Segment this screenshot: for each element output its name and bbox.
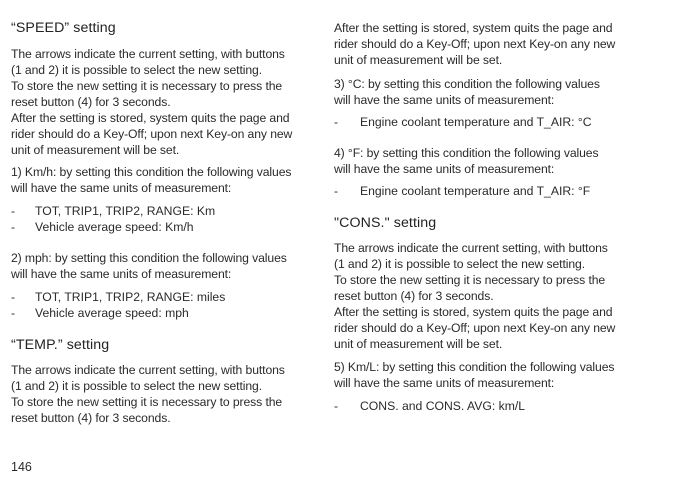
bullet-dash: -	[11, 204, 16, 218]
paragraph-line: rider should do a Key-Off; upon next Key-on any new	[11, 127, 293, 141]
speed-setting-heading: “SPEED” setting	[11, 20, 116, 36]
bullet-dash: -	[11, 290, 16, 304]
bullet-dash: -	[334, 115, 339, 129]
paragraph-line: To store the new setting it is necessary to press the	[11, 79, 283, 93]
paragraph-line: 2) mph: by setting this condition the following values	[11, 251, 287, 265]
list-item-text: CONS. and CONS. AVG: km/L	[360, 399, 526, 413]
paragraph-line: 1) Km/h: by setting this condition the following values	[11, 165, 292, 179]
paragraph-line: 5) Km/L: by setting this condition the following values	[334, 360, 615, 374]
list-item-text: Vehicle average speed: Km/h	[35, 220, 194, 234]
temp-setting-heading: “TEMP.” setting	[11, 337, 110, 353]
paragraph-line: will have the same units of measurement:	[11, 181, 232, 195]
paragraph-line: will have the same units of measurement:	[334, 162, 555, 176]
page-number: 146	[11, 460, 32, 474]
list-item-text: Vehicle average speed: mph	[35, 306, 189, 320]
paragraph-line: The arrows indicate the current setting, with buttons	[334, 241, 608, 255]
list-item-text: TOT, TRIP1, TRIP2, RANGE: miles	[35, 290, 226, 304]
paragraph-line: To store the new setting it is necessary to press the	[334, 273, 606, 287]
paragraph-line: (1 and 2) it is possible to select the new setting.	[11, 63, 262, 77]
paragraph-line: will have the same units of measurement:	[11, 267, 232, 281]
bullet-dash: -	[334, 184, 339, 198]
paragraph-line: will have the same units of measurement:	[334, 376, 555, 390]
bullet-dash: -	[11, 220, 16, 234]
paragraph-line: After the setting is stored, system quits the page and	[334, 21, 613, 35]
paragraph-line: will have the same units of measurement:	[334, 93, 555, 107]
paragraph-line: unit of measurement will be set.	[11, 143, 180, 157]
paragraph-line: reset button (4) for 3 seconds.	[11, 95, 171, 109]
paragraph-line: unit of measurement will be set.	[334, 53, 503, 67]
paragraph-line: reset button (4) for 3 seconds.	[334, 289, 494, 303]
list-item-text: Engine coolant temperature and T_AIR: °C	[360, 115, 592, 129]
paragraph-line: rider should do a Key-Off; upon next Key-on any new	[334, 321, 616, 335]
paragraph-line: 3) °C: by setting this condition the following values	[334, 77, 600, 91]
paragraph-line: The arrows indicate the current setting, with buttons	[11, 363, 285, 377]
list-item-text: TOT, TRIP1, TRIP2, RANGE: Km	[35, 204, 216, 218]
list-item-text: Engine coolant temperature and T_AIR: °F	[360, 184, 591, 198]
paragraph-line: To store the new setting it is necessary to press the	[11, 395, 283, 409]
paragraph-line: unit of measurement will be set.	[334, 337, 503, 351]
paragraph-line: (1 and 2) it is possible to select the new setting.	[11, 379, 262, 393]
paragraph-line: 4) °F: by setting this condition the following values	[334, 146, 599, 160]
paragraph-line: rider should do a Key-Off; upon next Key-on any new	[334, 37, 616, 51]
paragraph-line: (1 and 2) it is possible to select the new setting.	[334, 257, 585, 271]
bullet-dash: -	[11, 306, 16, 320]
cons-setting-heading: "CONS." setting	[334, 215, 437, 231]
paragraph-line: After the setting is stored, system quits the page and	[334, 305, 613, 319]
bullet-dash: -	[334, 399, 339, 413]
paragraph-line: The arrows indicate the current setting, with buttons	[11, 47, 285, 61]
paragraph-line: reset button (4) for 3 seconds.	[11, 411, 171, 425]
paragraph-line: After the setting is stored, system quits the page and	[11, 111, 290, 125]
